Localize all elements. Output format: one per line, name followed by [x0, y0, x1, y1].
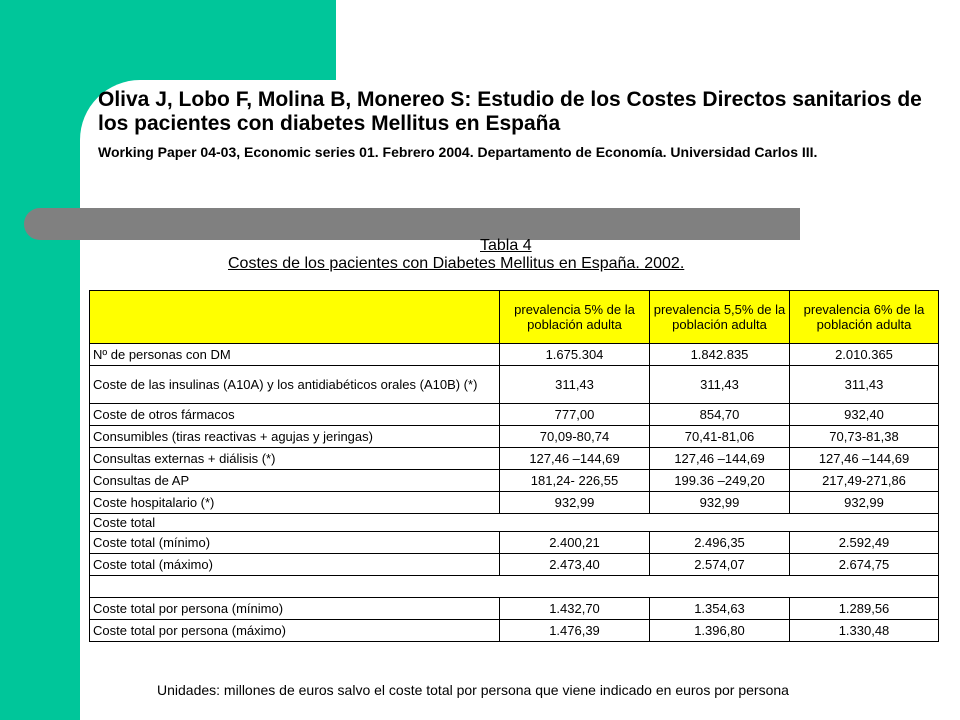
table-row [90, 554, 939, 576]
cell-value: 2.674,75 [790, 554, 939, 576]
cell-value: 311,43 [650, 366, 790, 404]
column-header: prevalencia 6% de la población adulta [790, 291, 939, 344]
divider-bar [24, 208, 800, 240]
cell-value: 311,43 [500, 366, 650, 404]
table-row [90, 366, 939, 404]
table-row [90, 404, 939, 426]
header-blank-cell [90, 291, 500, 344]
cell-value: 1.396,80 [650, 620, 790, 642]
cell-value: 932,40 [790, 404, 939, 426]
units-footnote: Unidades: millones de euros salvo el coste total por persona que viene indicado en euros por persona [157, 682, 789, 698]
cell-value: 181,24- 226,55 [500, 470, 650, 492]
row-label: Coste total por persona (máximo) [90, 620, 500, 642]
row-label: Coste de las insulinas (A10A) y los antidiabéticos orales (A10B) (*) [90, 366, 500, 404]
cell-value: 1.289,56 [790, 598, 939, 620]
costs-table [89, 290, 939, 642]
cell-value: 70,09-80,74 [500, 426, 650, 448]
cell-value: 70,41-81,06 [650, 426, 790, 448]
row-label: Coste total (mínimo) [90, 532, 500, 554]
total-section-label: Coste total [90, 514, 939, 532]
table-row [90, 620, 939, 642]
cell-value: 2.400,21 [500, 532, 650, 554]
table-row-total-heading [90, 514, 939, 532]
cell-value: 70,73-81,38 [790, 426, 939, 448]
cell-value: 127,46 –144,69 [790, 448, 939, 470]
spacer-cell [90, 576, 939, 598]
table-row [90, 532, 939, 554]
row-label: Coste total (máximo) [90, 554, 500, 576]
table-row [90, 448, 939, 470]
slide-subtitle: Working Paper 04-03, Economic series 01. Febrero 2004. Departamento de Economía. Universidad Carlos III. [98, 144, 818, 160]
cell-value: 932,99 [500, 492, 650, 514]
column-header: prevalencia 5,5% de la población adulta [650, 291, 790, 344]
cell-value: 217,49-271,86 [790, 470, 939, 492]
table-row [90, 426, 939, 448]
table-caption: Costes de los pacientes con Diabetes Mellitus en España. 2002. [228, 255, 685, 272]
cell-value: 2.496,35 [650, 532, 790, 554]
cell-value: 1.330,48 [790, 620, 939, 642]
table-row [90, 344, 939, 366]
row-label: Consultas de AP [90, 470, 500, 492]
column-header: prevalencia 5% de la población adulta [500, 291, 650, 344]
cell-value: 2.473,40 [500, 554, 650, 576]
row-label: Coste de otros fármacos [90, 404, 500, 426]
table-row [90, 492, 939, 514]
cell-value: 854,70 [650, 404, 790, 426]
row-label: Nº de personas con DM [90, 344, 500, 366]
cell-value: 2.010.365 [790, 344, 939, 366]
cell-value: 311,43 [790, 366, 939, 404]
cell-value: 2.574,07 [650, 554, 790, 576]
cell-value: 1.476,39 [500, 620, 650, 642]
cell-value: 777,00 [500, 404, 650, 426]
row-label: Coste hospitalario (*) [90, 492, 500, 514]
cell-value: 1.842.835 [650, 344, 790, 366]
cell-value: 2.592,49 [790, 532, 939, 554]
row-label: Consumibles (tiras reactivas + agujas y jeringas) [90, 426, 500, 448]
cell-value: 127,46 –144,69 [650, 448, 790, 470]
table-row [90, 470, 939, 492]
cell-value: 1.432,70 [500, 598, 650, 620]
row-label: Consultas externas + diálisis (*) [90, 448, 500, 470]
row-label: Coste total por persona (mínimo) [90, 598, 500, 620]
table-spacer-row [90, 576, 939, 598]
table-row [90, 598, 939, 620]
cell-value: 199.36 –249,20 [650, 470, 790, 492]
cell-value: 1.675.304 [500, 344, 650, 366]
slide-title: Oliva J, Lobo F, Molina B, Monereo S: Estudio de los Costes Directos sanitarios de los pacientes con diabetes Mellitus en España [98, 88, 922, 135]
table-number: Tabla 4 [480, 237, 532, 254]
cell-value: 932,99 [650, 492, 790, 514]
cell-value: 932,99 [790, 492, 939, 514]
cell-value: 1.354,63 [650, 598, 790, 620]
cell-value: 127,46 –144,69 [500, 448, 650, 470]
